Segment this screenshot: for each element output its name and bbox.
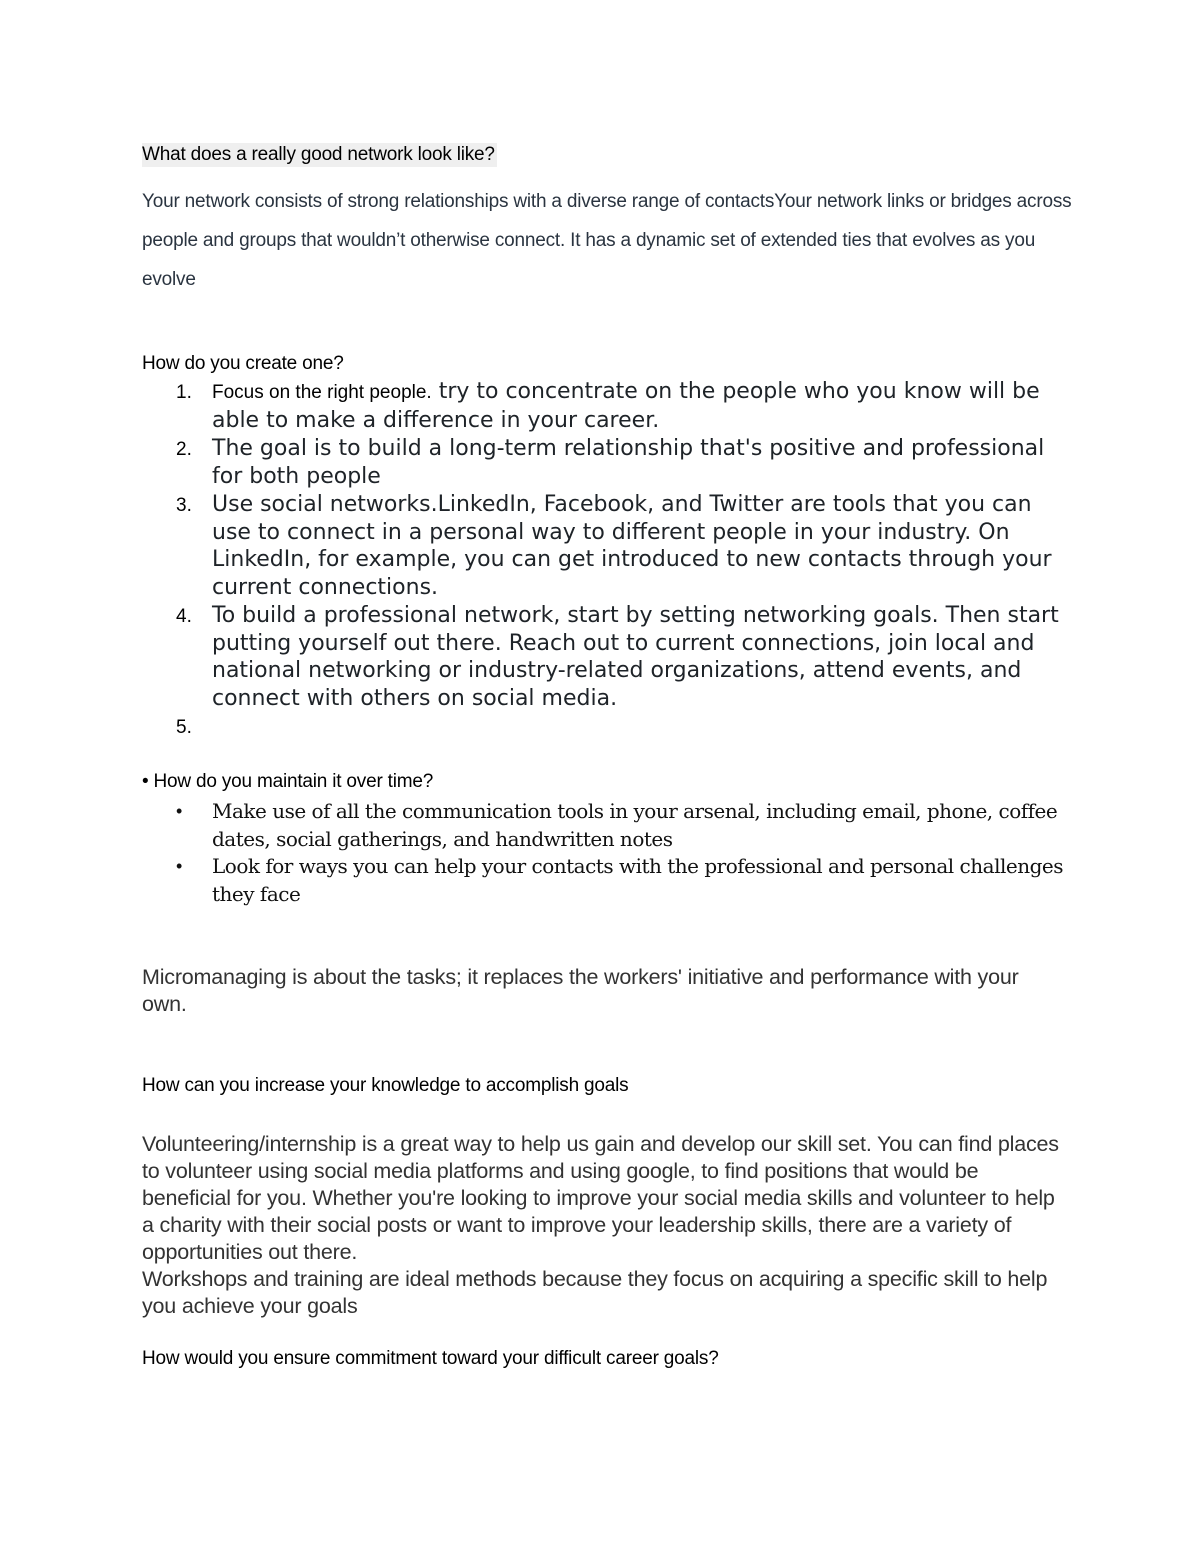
network-description: Your network consists of strong relationships with a diverse range of contactsYour network links or bridges across people and groups that wouldn’t otherwise connect. It has a dynamic set of extended ties that evolves as you evolve — [142, 191, 1072, 290]
list-item — [142, 378, 1072, 434]
list-item — [142, 713, 1072, 740]
list-item-text: Look for ways you can help your contacts with the professional and personal challenges they face — [212, 854, 1063, 906]
workshops-paragraph: Workshops and training are ideal methods because they focus on acquiring a specific skill to help you achieve your goals — [142, 1267, 1048, 1318]
list-item — [142, 435, 1072, 490]
list-item-text: Use social networks.LinkedIn, Facebook, and Twitter are tools that you can use to connect in a personal way to different people in your industry. On LinkedIn, for example, you can get introduced to new contacts through your current connections. — [212, 492, 1052, 600]
heading-good-network: What does a really good network look like? — [142, 144, 495, 165]
list-number: 1. — [176, 382, 192, 403]
volunteering-paragraph: Volunteering/internship is a great way to help us gain and develop our skill set. You can find places to volunteer using social media platforms and using google, to find positions that would be beneficial for you. Whether you're looking to improve your social media skills and volunteer to help a charity with their social posts or want to improve your leadership skills, there are a variety of opportunities out there. — [142, 1132, 1059, 1264]
micromanaging-paragraph: Micromanaging is about the tasks; it replaces the workers' initiative and performance with your own. — [142, 965, 1019, 1016]
list-item — [142, 853, 1072, 908]
knowledge-paragraphs — [142, 1131, 1062, 1320]
bullet-icon: • — [176, 856, 182, 876]
list-item-text: To build a professional network, start by setting networking goals. Then start putting yourself out there. Reach out to current connections, join local and national networking or industry-related organizations, attend events, and connect with others on social media. — [212, 603, 1059, 711]
heading-create-network: How do you create one? — [142, 353, 344, 374]
list-number: 5. — [176, 717, 192, 738]
maintain-network-list — [142, 798, 1072, 908]
heading-ensure-commitment: How would you ensure commitment toward your difficult career goals? — [142, 1348, 719, 1369]
heading-increase-knowledge: How can you increase your knowledge to accomplish goals — [142, 1075, 629, 1096]
create-network-list — [142, 378, 1072, 741]
list-item-lead: Focus on the right people. — [212, 382, 432, 403]
list-item-text: try to concentrate on the people who you know will be able to make a difference in your career. — [212, 379, 1040, 433]
list-item — [142, 798, 1072, 853]
list-item-text: The goal is to build a long-term relationship that's positive and professional for both people — [212, 436, 1045, 489]
list-number: 2. — [176, 439, 192, 460]
list-number: 4. — [176, 606, 192, 627]
list-item-text: Make use of all the communication tools in your arsenal, including email, phone, coffee dates, social gatherings, and handwritten notes — [212, 799, 1058, 851]
list-item — [142, 491, 1072, 601]
bullet-icon: • — [176, 801, 182, 821]
list-item — [142, 602, 1072, 712]
list-number: 3. — [176, 495, 192, 516]
heading-maintain-network: • How do you maintain it over time? — [142, 771, 434, 792]
